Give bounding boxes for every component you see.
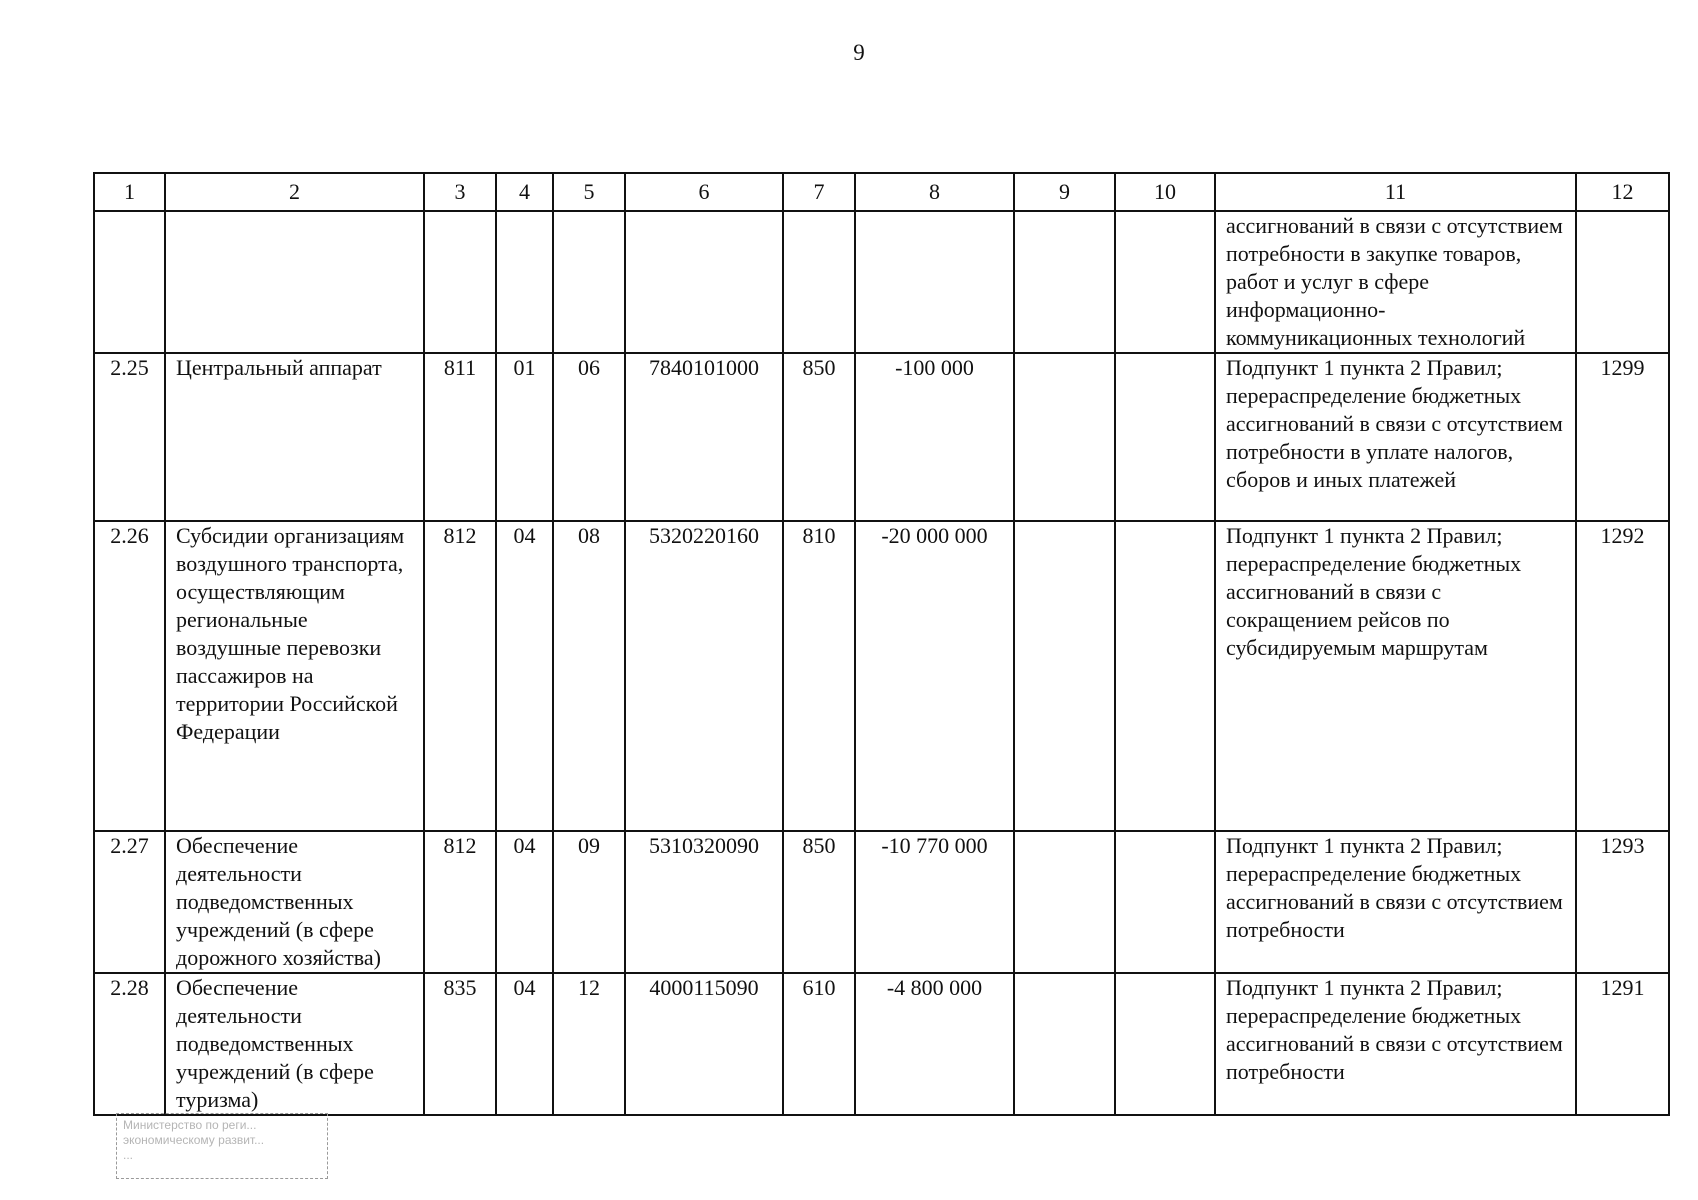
budget-table	[93, 172, 1670, 1116]
page-number: 9	[853, 40, 865, 65]
column-header: 9	[1014, 173, 1115, 211]
row-basis: Подпункт 1 пункта 2 Правил; перераспределение бюджетных ассигнований в связи с отсутствием потребности	[1215, 973, 1576, 1115]
row-basis: ассигнований в связи с отсутствием потребности в закупке товаров, работ и услуг в сфере информационно-коммуникационных технологий	[1215, 211, 1576, 353]
row-col3	[424, 211, 496, 353]
row-number: 2.27	[94, 831, 165, 973]
row-amount: -100 000	[855, 353, 1014, 521]
row-number: 2.25	[94, 353, 165, 521]
column-header: 10	[1115, 173, 1215, 211]
row-code: 1293	[1576, 831, 1669, 973]
row-col3: 812	[424, 521, 496, 831]
column-header: 5	[553, 173, 625, 211]
row-col7: 850	[783, 353, 855, 521]
row-col10	[1115, 211, 1215, 353]
row-col6	[625, 211, 783, 353]
row-amount: -4 800 000	[855, 973, 1014, 1115]
registration-stamp	[116, 1113, 328, 1179]
row-col3: 835	[424, 973, 496, 1115]
row-name: Обеспечение деятельности подведомственных учреждений (в сфере туризма)	[165, 973, 424, 1115]
row-col10	[1115, 831, 1215, 973]
row-col4: 04	[496, 521, 553, 831]
row-col3: 811	[424, 353, 496, 521]
row-code: 1292	[1576, 521, 1669, 831]
row-name	[165, 211, 424, 353]
row-col6: 4000115090	[625, 973, 783, 1115]
row-col9	[1014, 353, 1115, 521]
table-row	[94, 521, 1669, 831]
column-header: 6	[625, 173, 783, 211]
row-number	[94, 211, 165, 353]
column-header: 12	[1576, 173, 1669, 211]
row-amount: -20 000 000	[855, 521, 1014, 831]
row-number: 2.26	[94, 521, 165, 831]
table-row	[94, 831, 1669, 973]
row-code	[1576, 211, 1669, 353]
table-header-row	[94, 173, 1669, 211]
row-col6: 5320220160	[625, 521, 783, 831]
row-code: 1299	[1576, 353, 1669, 521]
row-col5: 08	[553, 521, 625, 831]
stamp-line: экономическому развит...	[123, 1133, 265, 1147]
row-col5: 09	[553, 831, 625, 973]
row-number: 2.28	[94, 973, 165, 1115]
table-row	[94, 973, 1669, 1115]
row-code: 1291	[1576, 973, 1669, 1115]
row-col5: 06	[553, 353, 625, 521]
row-col5: 12	[553, 973, 625, 1115]
row-name: Центральный аппарат	[165, 353, 424, 521]
row-col9	[1014, 211, 1115, 353]
row-col4	[496, 211, 553, 353]
row-name: Обеспечение деятельности подведомственных учреждений (в сфере дорожного хозяйства)	[165, 831, 424, 973]
row-col10	[1115, 973, 1215, 1115]
row-col6: 7840101000	[625, 353, 783, 521]
column-header: 11	[1215, 173, 1576, 211]
row-col6: 5310320090	[625, 831, 783, 973]
column-header: 3	[424, 173, 496, 211]
row-amount	[855, 211, 1014, 353]
row-col7: 850	[783, 831, 855, 973]
row-col5	[553, 211, 625, 353]
row-basis: Подпункт 1 пункта 2 Правил; перераспределение бюджетных ассигнований в связи с отсутствием потребности в уплате налогов, сборов и иных платежей	[1215, 353, 1576, 521]
row-col4: 04	[496, 973, 553, 1115]
table-row	[94, 353, 1669, 521]
row-name: Субсидии организациям воздушного транспорта, осуществляющим региональные воздушные перевозки пассажиров на территории Российской Федерации	[165, 521, 424, 831]
row-basis: Подпункт 1 пункта 2 Правил; перераспределение бюджетных ассигнований в связи с сокращением рейсов по субсидируемым маршрутам	[1215, 521, 1576, 831]
row-basis: Подпункт 1 пункта 2 Правил; перераспределение бюджетных ассигнований в связи с отсутствием потребности	[1215, 831, 1576, 973]
row-col4: 01	[496, 353, 553, 521]
column-header: 2	[165, 173, 424, 211]
row-col10	[1115, 353, 1215, 521]
row-col9	[1014, 521, 1115, 831]
column-header: 4	[496, 173, 553, 211]
row-col9	[1014, 831, 1115, 973]
row-col3: 812	[424, 831, 496, 973]
table-row	[94, 211, 1669, 353]
row-col7: 610	[783, 973, 855, 1115]
column-header: 8	[855, 173, 1014, 211]
column-header: 7	[783, 173, 855, 211]
row-col7	[783, 211, 855, 353]
column-header: 1	[94, 173, 165, 211]
stamp-line: Министерство по реги...	[123, 1118, 257, 1132]
row-col9	[1014, 973, 1115, 1115]
row-amount: -10 770 000	[855, 831, 1014, 973]
row-col7: 810	[783, 521, 855, 831]
stamp-line: ...	[123, 1148, 134, 1162]
row-col4: 04	[496, 831, 553, 973]
row-col10	[1115, 521, 1215, 831]
